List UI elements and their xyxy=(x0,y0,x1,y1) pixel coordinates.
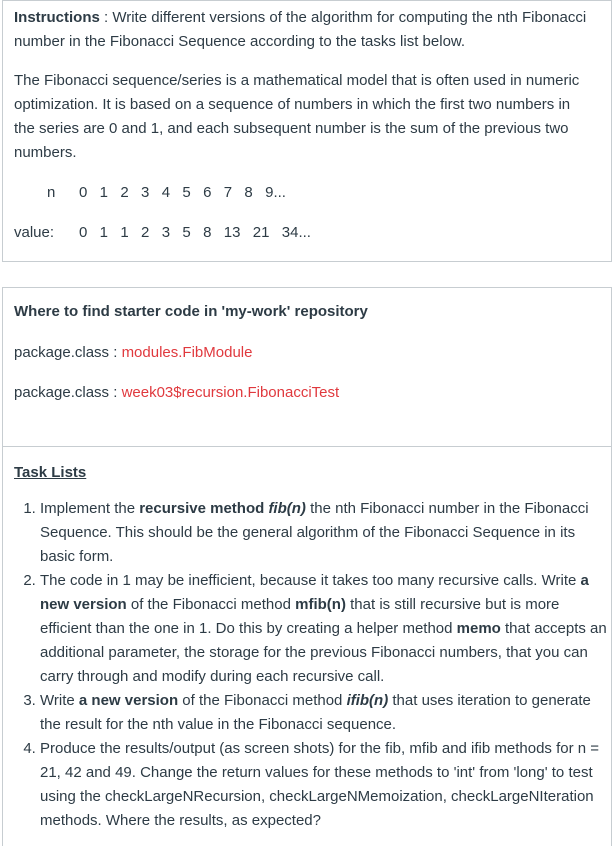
task-list-section xyxy=(2,446,612,846)
task-3-bold: a new version xyxy=(78,692,179,709)
starter-item-2-prefix: package.class : xyxy=(14,384,122,401)
task-2-text-a: The code in 1 may be inefficient, because it takes too many recursive calls. Write xyxy=(40,572,581,589)
fibonacci-description: The Fibonacci sequence/series is a mathematical model that is often used in numeric optimization. It is based on a sequence of numbers in which the first two numbers in the series are 0 and 1, and each subsequent number is the sum of the previous two numbers. xyxy=(14,72,580,161)
starter-item-1 xyxy=(14,341,252,365)
task-1-text-d: the nth Fibonacci number in the Fibonacci Sequence. This should be the general algorithm of the Fibonacci Sequence in its basic form. xyxy=(40,500,589,565)
task-item-3 xyxy=(40,689,608,737)
starter-item-2 xyxy=(14,381,339,405)
task-list-heading: Task Lists xyxy=(14,464,87,481)
task-2-method: mfib(n) xyxy=(295,596,346,613)
instructions-paragraph xyxy=(14,6,589,54)
task-2-text-c: of the Fibonacci method xyxy=(126,596,296,613)
instructions-section xyxy=(2,0,612,262)
starter-code-heading: Where to find starter code in 'my-work' repository xyxy=(14,303,368,320)
task-1-bold: recursive method xyxy=(139,500,269,517)
task-item-4 xyxy=(40,737,608,833)
task-2-bold: a new version xyxy=(40,572,589,613)
task-4-text: Produce the results/output (as screen shots) for the fib, mfib and ifib methods for n = 21, 42 and 49. Change the return values for these methods to 'int' from 'long' to test using the checkLargeNRecursion, checkLargeNMemoization, checkLargeNIteration methods. Where the results, as expected? xyxy=(40,740,600,829)
task-item-1 xyxy=(40,497,608,569)
starter-item-2-path: week03$recursion.FibonacciTest xyxy=(121,384,340,401)
task-3-method: ifib(n) xyxy=(346,692,389,709)
task-item-2 xyxy=(40,569,608,689)
value-label: value: xyxy=(14,224,55,241)
task-2-text-e: that is still recursive but is more efficient than the one in 1. Do this by creating a helper method xyxy=(40,596,560,637)
n-label: n xyxy=(47,184,56,201)
task-3-text-c: of the Fibonacci method xyxy=(178,692,347,709)
task-2-memo: memo xyxy=(456,620,501,637)
instructions-label: Instructions xyxy=(14,9,100,26)
task-list xyxy=(13,497,608,833)
starter-code-section xyxy=(2,287,612,447)
task-1-method: fib(n) xyxy=(268,500,306,517)
task-1-text-a: Implement the xyxy=(40,500,140,517)
task-2-text-g: that accepts an additional parameter, the storage for the previous Fibonacci numbers, that you can carry through and modify during each recursive call. xyxy=(40,620,607,685)
starter-item-1-path: modules.FibModule xyxy=(121,344,253,361)
starter-item-1-prefix: package.class : xyxy=(14,344,122,361)
fibonacci-values: 0 1 1 2 3 5 8 13 21 34... xyxy=(79,224,311,241)
task-3-text-e: that uses iteration to generate the result for the nth value in the Fibonacci sequence. xyxy=(40,692,591,733)
n-values: 0 1 2 3 4 5 6 7 8 9... xyxy=(79,184,286,201)
task-3-text-a: Write xyxy=(40,692,79,709)
instructions-text: : Write different versions of the algorithm for computing the nth Fibonacci number in the Fibonacci Sequence according to the tasks list below. xyxy=(14,9,587,50)
